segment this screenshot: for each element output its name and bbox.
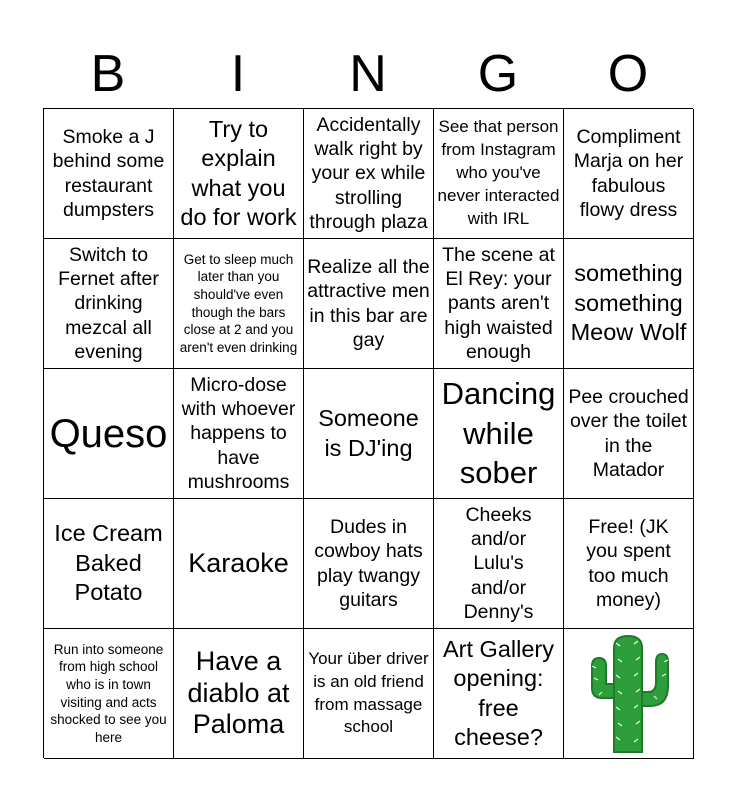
- cell-text: Get to sleep much later than you should've even though the bars close at 2 and you aren't even drinking: [179, 251, 298, 355]
- bingo-cell[interactable]: [564, 109, 694, 239]
- cell-text: Have a diablo at Paloma: [187, 645, 290, 740]
- bingo-cell[interactable]: [44, 239, 174, 369]
- cell-text: Try to explain what you do for work: [180, 115, 297, 230]
- cell-text: Art Gallery opening: free cheese?: [443, 635, 554, 750]
- cell-text: Someone is DJ'ing: [318, 405, 419, 461]
- cell-text: Cheeks and/or Lulu's and/or Denny's: [463, 503, 534, 624]
- header-letter-o: O: [607, 45, 649, 103]
- bingo-cell[interactable]: [564, 369, 694, 499]
- cell-text: Free! (JK you spent too much money): [586, 515, 671, 611]
- cell-text: Smoke a J behind some restaurant dumpsters: [52, 125, 165, 221]
- cell-text: Switch to Fernet after drinking mezcal all evening: [58, 243, 159, 364]
- bingo-cell[interactable]: [174, 369, 304, 499]
- header-letter-n: N: [349, 45, 387, 103]
- header-letter-b: B: [90, 45, 126, 103]
- cell-text: Realize all the attractive men in this bar are gay: [307, 255, 430, 351]
- bingo-cell[interactable]: [44, 499, 174, 629]
- header-letter-g: G: [477, 45, 519, 103]
- bingo-cell[interactable]: [174, 499, 304, 629]
- bingo-header: [43, 40, 693, 108]
- bingo-cell[interactable]: [304, 109, 434, 239]
- cell-text: Compliment Marja on her fabulous flowy dress: [573, 125, 684, 221]
- bingo-grid: [43, 108, 693, 758]
- cell-text: Pee crouched over the toilet in the Matador: [568, 385, 689, 481]
- bingo-cell[interactable]: [304, 239, 434, 369]
- bingo-cell[interactable]: [44, 109, 174, 239]
- bingo-cell[interactable]: [304, 629, 434, 759]
- bingo-cell[interactable]: [174, 629, 304, 759]
- cell-text: Run into someone from high school who is in town visiting and acts shocked to see you here: [50, 641, 167, 745]
- bingo-cell[interactable]: [44, 369, 174, 499]
- header-letter-i: I: [230, 45, 246, 103]
- cell-text: something something Meow Wolf: [570, 260, 687, 346]
- bingo-cell[interactable]: [304, 369, 434, 499]
- bingo-cell[interactable]: [434, 629, 564, 759]
- cell-text: The scene at El Rey: your pants aren't high waisted enough: [442, 243, 555, 364]
- bingo-cell[interactable]: [564, 499, 694, 629]
- bingo-cell[interactable]: [434, 369, 564, 499]
- cell-text: Your über driver is an old friend from massage school: [308, 648, 429, 737]
- cell-text: Dudes in cowboy hats play twangy guitars: [314, 515, 423, 611]
- bingo-cell[interactable]: [434, 499, 564, 629]
- cell-text: Micro-dose with whoever happens to have mushrooms: [181, 373, 296, 494]
- cactus-icon: [584, 632, 674, 756]
- cell-text: Dancing while sober: [441, 375, 556, 491]
- bingo-cell[interactable]: [564, 239, 694, 369]
- cell-text: Queso: [49, 411, 168, 456]
- cell-text: Ice Cream Baked Potato: [54, 520, 163, 606]
- bingo-cell[interactable]: [304, 499, 434, 629]
- cell-text: Accidentally walk right by your ex while strolling through plaza: [309, 113, 428, 234]
- cell-text: Karaoke: [188, 547, 289, 578]
- bingo-cell[interactable]: [434, 109, 564, 239]
- bingo-cell[interactable]: [174, 239, 304, 369]
- bingo-cell[interactable]: [434, 239, 564, 369]
- bingo-cell[interactable]: [174, 109, 304, 239]
- bingo-cell[interactable]: [44, 629, 174, 759]
- free-space-cell[interactable]: [564, 629, 694, 759]
- cell-text: See that person from Instagram who you've never interacted with IRL: [437, 117, 560, 228]
